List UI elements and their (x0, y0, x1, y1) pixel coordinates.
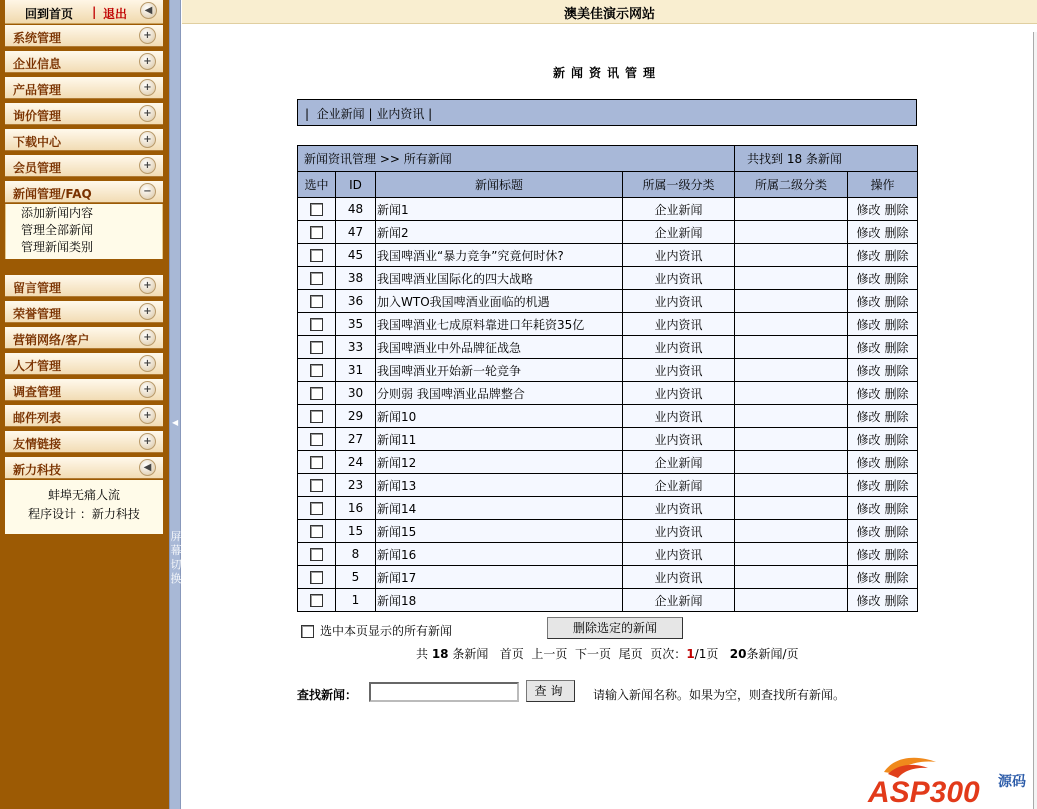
row-category1: 业内资讯 (623, 566, 735, 589)
splitter-label[interactable]: 屏幕切换 (170, 530, 182, 585)
menu-label: 荣誉管理 (13, 307, 62, 321)
row-checkbox[interactable] (310, 525, 323, 538)
table-row (298, 451, 918, 474)
row-category2 (735, 221, 848, 244)
row-actions (848, 428, 918, 451)
edit-link[interactable]: 修改 (856, 386, 881, 401)
row-category2 (735, 405, 848, 428)
collapse-icon[interactable]: ◀ (139, 459, 156, 476)
row-category1: 业内资讯 (623, 244, 735, 267)
row-category2 (735, 428, 848, 451)
menu-item-company[interactable] (5, 51, 163, 73)
edit-link[interactable]: 修改 (856, 593, 881, 608)
menu-label: 营销网络/客户 (13, 333, 90, 347)
plus-icon[interactable]: + (139, 131, 156, 148)
row-title[interactable]: 新闻1 (376, 198, 623, 221)
plus-icon[interactable]: + (139, 329, 156, 346)
row-checkbox[interactable] (310, 295, 323, 308)
table-row (298, 520, 918, 543)
delete-link[interactable]: 删除 (884, 432, 909, 447)
pager-count: /1页 (694, 647, 730, 661)
delete-link[interactable]: 删除 (884, 409, 909, 424)
row-id: 30 (336, 382, 376, 405)
row-checkbox[interactable] (310, 594, 323, 607)
row-checkbox[interactable] (310, 226, 323, 239)
plus-icon[interactable]: + (139, 407, 156, 424)
row-id: 5 (336, 566, 376, 589)
row-id: 23 (336, 474, 376, 497)
found-count: 共找到 18 条新闻 (735, 146, 918, 172)
row-select-cell (298, 244, 336, 267)
plus-icon[interactable]: + (139, 157, 156, 174)
col-header: 新闻标题 (376, 172, 623, 198)
plus-icon[interactable]: + (139, 79, 156, 96)
row-checkbox[interactable] (310, 479, 323, 492)
row-category2 (735, 566, 848, 589)
info-line: 蚌埠无痛人流 (47, 488, 120, 502)
separator: | (92, 5, 97, 19)
sidebar-top-bar (5, 0, 163, 24)
row-select-cell (298, 589, 336, 612)
row-title[interactable]: 新闻15 (376, 520, 623, 543)
edit-link[interactable]: 修改 (856, 570, 881, 585)
delete-link[interactable]: 删除 (884, 294, 909, 309)
row-id: 29 (336, 405, 376, 428)
row-title[interactable]: 新闻13 (376, 474, 623, 497)
row-title[interactable]: 新闻2 (376, 221, 623, 244)
watermark-text: ASP300 (868, 776, 980, 808)
row-title[interactable]: 分则弱 我国啤酒业品牌整合 (376, 382, 623, 405)
table-row (298, 543, 918, 566)
menu-item-guestbook[interactable] (5, 275, 163, 297)
row-category2 (735, 543, 848, 566)
delete-link[interactable]: 删除 (884, 593, 909, 608)
row-actions (848, 382, 918, 405)
row-select-cell (298, 359, 336, 382)
menu-item-network[interactable] (5, 327, 163, 349)
row-select-cell (298, 520, 336, 543)
row-id: 1 (336, 589, 376, 612)
row-category1: 业内资讯 (623, 290, 735, 313)
row-title[interactable]: 我国啤酒业“暴力竞争”究竟何时休? (376, 244, 623, 267)
row-actions (848, 474, 918, 497)
search-hint: 请输入新闻名称。如果为空，则查找所有新闻。 (593, 688, 846, 702)
breadcrumb: 新闻资讯管理 >> 所有新闻 (298, 146, 735, 172)
edit-link[interactable]: 修改 (856, 409, 881, 424)
row-category2 (735, 290, 848, 313)
select-all-label: 选中本页显示的所有新闻 (320, 624, 453, 638)
row-select-cell (298, 198, 336, 221)
row-category2 (735, 497, 848, 520)
menu-label: 留言管理 (13, 281, 62, 295)
frame-splitter[interactable] (169, 0, 181, 809)
row-checkbox[interactable] (310, 249, 323, 262)
submenu-manage-news[interactable]: 管理全部新闻 (21, 223, 94, 237)
row-select-cell (298, 290, 336, 313)
row-select-cell (298, 221, 336, 244)
category-bar (297, 99, 917, 126)
plus-icon[interactable]: + (139, 303, 156, 320)
menu-label: 人才管理 (13, 359, 62, 373)
row-select-cell (298, 313, 336, 336)
pager-prefix: 共 (416, 647, 432, 661)
table-row (298, 313, 918, 336)
row-title[interactable]: 我国啤酒业七成原料靠进口年耗资35亿 (376, 313, 623, 336)
row-title[interactable]: 新闻12 (376, 451, 623, 474)
row-category1: 业内资讯 (623, 497, 735, 520)
table-row (298, 267, 918, 290)
table-row (298, 474, 918, 497)
row-checkbox[interactable] (310, 548, 323, 561)
delete-link[interactable]: 删除 (884, 317, 909, 332)
row-select-cell (298, 267, 336, 290)
pager-per-page: 20 (729, 647, 747, 661)
submenu-add-news[interactable]: 添加新闻内容 (21, 206, 94, 220)
row-select-cell (298, 566, 336, 589)
collapse-sidebar-icon[interactable]: ◀ (140, 2, 157, 19)
logout-link[interactable]: 退出 (103, 7, 128, 21)
menu-label: 新力科技 (13, 463, 62, 477)
select-all[interactable] (301, 622, 452, 639)
row-id: 15 (336, 520, 376, 543)
search-input[interactable] (369, 682, 519, 702)
row-select-cell (298, 451, 336, 474)
row-select-cell (298, 405, 336, 428)
delete-selected-button[interactable]: 删除选定的新闻 (547, 617, 683, 639)
row-id: 35 (336, 313, 376, 336)
edit-link[interactable]: 修改 (856, 294, 881, 309)
search-label: 查找新闻： (297, 688, 358, 702)
row-title[interactable]: 加入WTO我国啤酒业面临的机遇 (376, 290, 623, 313)
row-actions (848, 336, 918, 359)
site-title: 澳美佳演示网站 (563, 7, 655, 22)
row-id: 16 (336, 497, 376, 520)
row-actions (848, 451, 918, 474)
row-category1: 业内资讯 (623, 267, 735, 290)
edit-link[interactable]: 修改 (856, 432, 881, 447)
row-title[interactable]: 我国啤酒业中外品牌征战急 (376, 336, 623, 359)
edit-link[interactable]: 修改 (856, 501, 881, 516)
row-actions (848, 589, 918, 612)
delete-link[interactable]: 删除 (884, 363, 909, 378)
table-row (298, 382, 918, 405)
row-title[interactable]: 新闻10 (376, 405, 623, 428)
row-category1: 业内资讯 (623, 336, 735, 359)
table-row (298, 244, 918, 267)
header (182, 0, 1037, 24)
menu-label: 新闻管理/FAQ (13, 187, 92, 201)
menu-item-talent[interactable] (5, 353, 163, 375)
table-row (298, 589, 918, 612)
row-id: 24 (336, 451, 376, 474)
row-id: 31 (336, 359, 376, 382)
category-links[interactable]: | 企业新闻 | 业内资讯 | (305, 107, 433, 121)
row-id: 45 (336, 244, 376, 267)
row-actions (848, 405, 918, 428)
menu-item-system[interactable] (5, 25, 163, 47)
row-title[interactable]: 新闻17 (376, 566, 623, 589)
row-checkbox[interactable] (310, 203, 323, 216)
row-actions (848, 359, 918, 382)
pager-total: 18 (431, 647, 449, 661)
table-row (298, 221, 918, 244)
edit-link[interactable]: 修改 (856, 317, 881, 332)
news-table (297, 145, 918, 612)
menu-label: 友情链接 (13, 437, 62, 451)
row-category1: 业内资讯 (623, 405, 735, 428)
row-category2 (735, 474, 848, 497)
row-category2 (735, 382, 848, 405)
row-actions (848, 566, 918, 589)
row-category1: 业内资讯 (623, 428, 735, 451)
menu-label: 下载中心 (13, 135, 62, 149)
row-id: 47 (336, 221, 376, 244)
delete-link[interactable]: 删除 (884, 524, 909, 539)
row-checkbox[interactable] (310, 387, 323, 400)
row-actions (848, 290, 918, 313)
row-checkbox[interactable] (310, 502, 323, 515)
col-header: ID (336, 172, 376, 198)
table-row (298, 405, 918, 428)
edit-link[interactable]: 修改 (856, 271, 881, 286)
plus-icon[interactable]: + (139, 381, 156, 398)
row-id: 48 (336, 198, 376, 221)
search-button[interactable]: 查询 (526, 680, 575, 702)
edit-link[interactable]: 修改 (856, 340, 881, 355)
plus-icon[interactable]: + (139, 27, 156, 44)
row-id: 38 (336, 267, 376, 290)
col-header: 所属一级分类 (623, 172, 735, 198)
edit-link[interactable]: 修改 (856, 547, 881, 562)
col-header: 选中 (298, 172, 336, 198)
menu-item-survey[interactable] (5, 379, 163, 401)
menu-item-members[interactable] (5, 155, 163, 177)
menu-label: 产品管理 (13, 83, 62, 97)
row-category1: 企业新闻 (623, 474, 735, 497)
menu-item-inquiry[interactable] (5, 103, 163, 125)
row-checkbox[interactable] (310, 571, 323, 584)
row-title[interactable]: 新闻18 (376, 589, 623, 612)
row-checkbox[interactable] (310, 410, 323, 423)
menu-label: 企业信息 (13, 57, 62, 71)
delete-link[interactable]: 删除 (884, 478, 909, 493)
table-row (298, 359, 918, 382)
row-checkbox[interactable] (310, 318, 323, 331)
row-title[interactable]: 新闻14 (376, 497, 623, 520)
row-checkbox[interactable] (310, 341, 323, 354)
info-box (5, 480, 163, 534)
row-select-cell (298, 474, 336, 497)
menu-label: 会员管理 (13, 161, 62, 175)
row-actions (848, 313, 918, 336)
row-select-cell (298, 543, 336, 566)
delete-link[interactable]: 删除 (884, 570, 909, 585)
edit-link[interactable]: 修改 (856, 248, 881, 263)
delete-link[interactable]: 删除 (884, 501, 909, 516)
watermark-suffix: 源码 (998, 774, 1026, 790)
row-category2 (735, 198, 848, 221)
row-category1: 企业新闻 (623, 221, 735, 244)
delete-link[interactable]: 删除 (884, 271, 909, 286)
row-select-cell (298, 382, 336, 405)
delete-link[interactable]: 删除 (884, 386, 909, 401)
row-category1: 业内资讯 (623, 382, 735, 405)
row-select-cell (298, 336, 336, 359)
row-title[interactable]: 我国啤酒业国际化的四大战略 (376, 267, 623, 290)
pager-per-page-suffix: 条新闻/页 (746, 647, 799, 661)
row-category2 (735, 589, 848, 612)
delete-link[interactable]: 删除 (884, 340, 909, 355)
pager-current: 1 (686, 647, 695, 661)
row-category2 (735, 520, 848, 543)
plus-icon[interactable]: + (139, 105, 156, 122)
row-checkbox[interactable] (310, 433, 323, 446)
menu-item-news[interactable] (5, 181, 163, 203)
edit-link[interactable]: 修改 (856, 524, 881, 539)
menu-label: 系统管理 (13, 31, 62, 45)
row-actions (848, 244, 918, 267)
pager-links[interactable]: 条新闻 首页 上一页 下一页 尾页 页次： (448, 647, 687, 661)
col-header: 所属二级分类 (735, 172, 848, 198)
menu-item-honors[interactable] (5, 301, 163, 323)
row-id: 33 (336, 336, 376, 359)
news-submenu (5, 204, 163, 259)
row-actions (848, 267, 918, 290)
delete-link[interactable]: 删除 (884, 455, 909, 470)
row-id: 27 (336, 428, 376, 451)
row-category1: 业内资讯 (623, 359, 735, 382)
row-category2 (735, 451, 848, 474)
row-category1: 业内资讯 (623, 543, 735, 566)
row-select-cell (298, 428, 336, 451)
plus-icon[interactable]: + (139, 433, 156, 450)
row-select-cell (298, 497, 336, 520)
delete-link[interactable]: 删除 (884, 547, 909, 562)
row-category2 (735, 244, 848, 267)
pager (416, 645, 799, 662)
minus-icon[interactable]: − (139, 183, 156, 200)
row-actions (848, 543, 918, 566)
table-row (298, 566, 918, 589)
home-link[interactable]: 回到首页 (25, 7, 74, 21)
edit-link[interactable]: 修改 (856, 363, 881, 378)
table-row (298, 428, 918, 451)
page-title: 新闻资讯管理 (552, 66, 661, 80)
info-line: 程序设计 ：新力科技 (28, 507, 140, 521)
plus-icon[interactable]: + (139, 53, 156, 70)
edit-link[interactable]: 修改 (856, 225, 881, 240)
col-header: 操作 (848, 172, 918, 198)
row-title[interactable]: 新闻11 (376, 428, 623, 451)
table-row (298, 336, 918, 359)
menu-item-products[interactable] (5, 77, 163, 99)
row-checkbox[interactable] (310, 272, 323, 285)
row-category1: 企业新闻 (623, 589, 735, 612)
sidebar (0, 0, 169, 809)
menu-item-mail-list[interactable] (5, 405, 163, 427)
edit-link[interactable]: 修改 (856, 455, 881, 470)
plus-icon[interactable]: + (139, 277, 156, 294)
row-actions (848, 198, 918, 221)
delete-link[interactable]: 删除 (884, 225, 909, 240)
row-category1: 企业新闻 (623, 198, 735, 221)
menu-item-links[interactable] (5, 431, 163, 453)
row-title[interactable]: 新闻16 (376, 543, 623, 566)
row-actions (848, 221, 918, 244)
watermark-logo (866, 752, 1034, 808)
menu-item-downloads[interactable] (5, 129, 163, 151)
splitter-arrow-icon[interactable]: ◀ (172, 418, 179, 427)
edit-link[interactable]: 修改 (856, 478, 881, 493)
row-title[interactable]: 我国啤酒业开始新一轮竞争 (376, 359, 623, 382)
menu-label: 调查管理 (13, 385, 62, 399)
menu-item-xinli[interactable] (5, 457, 163, 479)
edit-link[interactable]: 修改 (856, 202, 881, 217)
menu-label: 邮件列表 (13, 411, 62, 425)
submenu-news-categories[interactable]: 管理新闻类别 (21, 240, 94, 254)
row-category1: 企业新闻 (623, 451, 735, 474)
table-row (298, 198, 918, 221)
row-category2 (735, 336, 848, 359)
row-id: 36 (336, 290, 376, 313)
scrollbar[interactable] (1033, 32, 1037, 809)
table-row (298, 497, 918, 520)
row-checkbox[interactable] (310, 456, 323, 469)
select-all-checkbox[interactable] (301, 625, 314, 638)
row-id: 8 (336, 543, 376, 566)
row-category2 (735, 313, 848, 336)
row-checkbox[interactable] (310, 364, 323, 377)
row-category1: 业内资讯 (623, 520, 735, 543)
table-row (298, 290, 918, 313)
row-category2 (735, 359, 848, 382)
row-actions (848, 520, 918, 543)
row-category2 (735, 267, 848, 290)
delete-link[interactable]: 删除 (884, 202, 909, 217)
menu-label: 询价管理 (13, 109, 62, 123)
plus-icon[interactable]: + (139, 355, 156, 372)
row-category1: 业内资讯 (623, 313, 735, 336)
row-actions (848, 497, 918, 520)
delete-link[interactable]: 删除 (884, 248, 909, 263)
